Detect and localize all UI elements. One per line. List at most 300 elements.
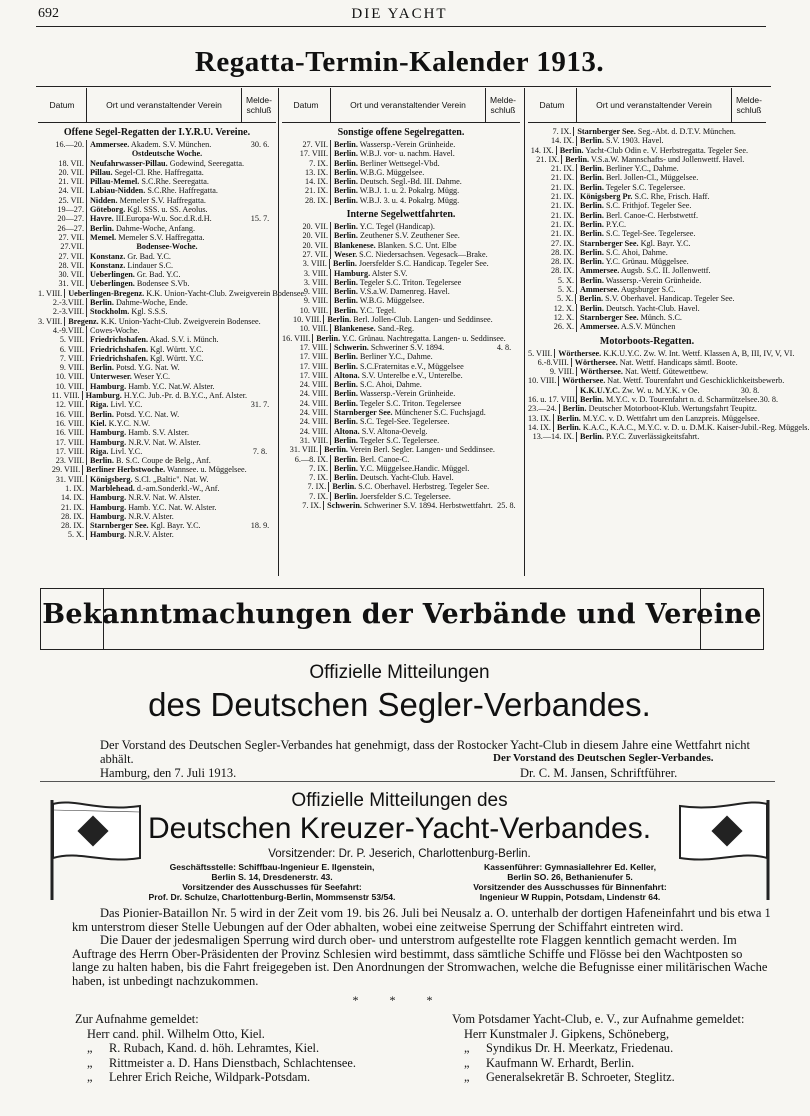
row-date: 14. IX.: [528, 423, 554, 432]
table-row: [528, 127, 766, 136]
row-event: Berlin. W.B.J. vor- u. nachm. Havel.: [334, 149, 455, 159]
table-header: [282, 88, 520, 123]
row-deadline: [734, 285, 766, 294]
row-date: 16.—20.: [38, 140, 87, 149]
row-deadline: [734, 248, 766, 257]
row-deadline: [760, 414, 766, 423]
table-row: [528, 304, 766, 313]
row-deadline: [488, 371, 520, 380]
row-deadline: 30. 6.: [250, 140, 270, 149]
row-event: Berlin. S.C. Tegel-See. Tegelersee.: [580, 229, 696, 239]
row-date: 14. IX.: [38, 493, 87, 502]
table-row: [282, 343, 520, 352]
table-row: [38, 345, 276, 354]
row-date: 28. IX.: [38, 521, 87, 530]
row-event: Berlin. P.Y.C. Zuverlässigkeitsfahrt.: [580, 432, 700, 442]
row-deadline: [244, 484, 276, 493]
row-date: 4.-9.VIII.: [38, 326, 87, 335]
table-row: [282, 455, 520, 464]
dsv-title: des Deutschen Segler-Verbandes.: [148, 686, 651, 723]
table-row: [282, 287, 520, 296]
row-date: 12. X.: [528, 304, 577, 313]
table-row: [528, 239, 766, 248]
row-event: Bregenz. K.K. Union-Yacht-Club. Zweigverein Bodensee.: [68, 316, 261, 326]
row-date: 28. IX.: [528, 257, 577, 266]
row-deadline: [734, 183, 766, 192]
row-event: Berlin. Berliner Wettsegel-Vbd.: [334, 158, 440, 168]
row-date: 9. VIII.: [282, 287, 331, 296]
row-deadline: [488, 408, 520, 417]
row-deadline: [488, 140, 520, 149]
table-row: [38, 475, 276, 484]
row-event: Berlin. Y.C. Müggelsee.Handic. Müggel.: [334, 463, 470, 473]
table-row: [528, 358, 766, 367]
row-date: 14. IX.: [282, 177, 331, 186]
table-row: [282, 352, 520, 361]
row-deadline: [244, 252, 276, 261]
row-date: 21. IX.: [528, 164, 577, 173]
table-row: [528, 183, 766, 192]
row-date: 7. VIII.: [38, 354, 87, 363]
table-row: [38, 400, 276, 409]
row-event: Neufahrwasser-Pillau. Godewind, Seeregatta.: [89, 158, 245, 168]
table-row: [528, 348, 795, 358]
table-row: [528, 201, 766, 210]
row-event: Berlin. S.C.Fraternitas e.V., Müggelsee: [334, 361, 464, 371]
row-event: Berlin. Dahme-Woche, Ende.: [90, 298, 188, 308]
row-date: 28. IX.: [528, 248, 577, 257]
header-datum: Datum: [38, 88, 87, 122]
section-divider: [40, 781, 775, 782]
table-row: [282, 408, 520, 417]
table-row: [528, 146, 766, 155]
page-number: 692: [38, 6, 59, 21]
row-event: Berlin. S.C. Ahoi, Dahme.: [334, 380, 422, 390]
table-row: [282, 492, 520, 501]
row-deadline: [488, 296, 520, 305]
row-date: 16. VIII.: [38, 428, 87, 437]
row-deadline: 25. 8.: [497, 500, 516, 510]
table-row: [282, 140, 520, 149]
table-row: [528, 376, 785, 386]
table-row: [38, 493, 276, 502]
table-row: [38, 419, 276, 428]
table-row: [528, 432, 766, 441]
row-event: Berlin. W.B.J. 1. u. 2. Pokalrg. Mügg.: [334, 186, 460, 196]
row-event: K.K.U.Y.C. Zw. W. u. M.Y.K. v Oe.: [580, 385, 700, 395]
table-row: [282, 399, 520, 408]
row-date: 5. X.: [528, 285, 577, 294]
row-deadline: 4. 8.: [496, 342, 512, 352]
row-event: Berlin. Tegeler S.C. Tegelersee.: [334, 435, 440, 445]
row-date: 6.—8. IX.: [282, 455, 331, 464]
row-deadline: [244, 233, 276, 242]
table-row: [38, 177, 276, 186]
row-event: Berlin. K.A.C., K.A.C., M.Y.C. v. D. u. D.M.K. Kaiser-Jubil.-Reg. Müggels.: [556, 422, 810, 432]
row-date: 5. VIII.: [528, 349, 555, 358]
table-row: [282, 278, 520, 287]
kv-left-info: Geschäftsstelle: Schiffbau-Ingenieur E. Ilgenstein, Berlin S. 14, Dresdenerstr. 43. Vorsitzender des Ausschusses für Seefahrt: Prof. Dr. Schulze, Charlottenburg-Berlin, Mommsenstr 53/54.: [148, 862, 396, 902]
table-row: [528, 257, 766, 266]
row-deadline: [488, 399, 520, 408]
row-event: Friedrichshafen. Akad. S.V. i. Münch.: [90, 335, 219, 345]
row-date: 16. VIII.: [282, 334, 313, 343]
row-date: 5. VIII.: [38, 335, 87, 344]
row-event: Berlin. Wassersp.-Verein Grünheide.: [580, 275, 702, 285]
row-event: Berlin. Berl. Canoe-C.: [334, 454, 410, 464]
row-event: Stockholm. Kgl. S.S.S.: [90, 307, 168, 317]
table-header: [38, 88, 276, 123]
row-event: Unterweser. Weser Y.C.: [90, 372, 171, 382]
row-event: Berlin. Potsd. Y.C. Nat. W.: [90, 409, 180, 419]
row-deadline: [488, 177, 520, 186]
row-date: 27. VII.: [38, 252, 87, 261]
table-row: [38, 214, 276, 223]
dsv-signature-org: Der Vorstand des Deutschen Segler-Verbandes.: [493, 752, 714, 764]
table-row: [38, 503, 276, 512]
row-date: 17. VIII.: [38, 447, 87, 456]
table-row: [282, 464, 520, 473]
table-row: [38, 242, 276, 251]
table-row: [528, 266, 766, 275]
row-deadline: [488, 473, 520, 482]
row-deadline: [488, 464, 520, 473]
table-row: [282, 362, 520, 371]
row-date: 17. VIII.: [282, 352, 331, 361]
row-deadline: [488, 168, 520, 177]
row-date: 24. VIII.: [282, 408, 331, 417]
table-row: [282, 306, 520, 315]
row-date: 20. VII.: [38, 168, 87, 177]
row-event: Altona. S.V. Altona-Oevelg.: [334, 426, 428, 436]
table-row: [38, 317, 276, 326]
header-rule: [36, 26, 766, 27]
row-event: Ammersee. Augsburger S.C.: [580, 285, 676, 295]
row-deadline: [734, 136, 766, 145]
row-date: 27. VII.: [282, 140, 331, 149]
table-row: [38, 159, 276, 168]
row-deadline: [734, 220, 766, 229]
table-row: [282, 269, 520, 278]
row-deadline: [488, 324, 520, 333]
row-date: 16. VIII.: [38, 419, 87, 428]
row-deadline: [734, 257, 766, 266]
row-event: Blankenese. Blanken. S.C. Unt. Elbe: [334, 240, 457, 250]
row-event: Memel. Memeler S.V. Haffregatta.: [90, 232, 205, 242]
row-date: 13.—14. IX.: [528, 432, 577, 441]
row-event: Hamburg. Hamb. Y.C. Nat.W. Alster.: [90, 381, 215, 391]
table-row: [282, 177, 520, 186]
table-row: [38, 447, 276, 456]
table-row: [528, 248, 766, 257]
row-event: Berliner Herbstwoche. Wannsee. u. Müggelsee.: [86, 465, 247, 475]
row-date: 21. IX.: [38, 503, 87, 512]
row-event: Ammersee. A.S.V. München: [580, 322, 676, 332]
row-date: 23. VIII.: [38, 456, 87, 465]
calendar-column-1: [38, 88, 307, 578]
row-deadline: [748, 146, 766, 155]
row-date: 6. VIII.: [38, 345, 87, 354]
dsv-body: Der Vorstand des Deutschen Segler-Verbandes hat genehmigt, dass der Rostocker Yacht-Club in diesem Jahre eine Wettfahrt nicht abhält.: [100, 738, 750, 766]
row-date: 26. X.: [528, 322, 577, 331]
row-date: 9. VIII.: [528, 367, 577, 376]
table-row: [38, 410, 276, 419]
row-event: Riga. Livl. Y.C.: [90, 400, 143, 410]
row-deadline: [244, 345, 276, 354]
row-deadline: [244, 159, 276, 168]
row-date: 18. VII.: [38, 159, 87, 168]
row-event: Berlin. Wassersp.-Verein Grünheide.: [334, 389, 456, 399]
row-event: Ammersee. Akadem. S.V. München.: [90, 140, 212, 149]
header-datum: Datum: [528, 88, 577, 122]
row-date: 24. VIII.: [282, 417, 331, 426]
calendar-column-3: [528, 88, 810, 578]
table-row: [282, 196, 520, 205]
table-row: [528, 386, 766, 395]
row-date: 7. IX.: [282, 482, 329, 491]
row-event: Berlin. Dahme-Woche, Anfang.: [90, 223, 196, 233]
table-row: [282, 315, 520, 324]
row-deadline: [734, 322, 766, 331]
table-row: [528, 173, 766, 182]
row-date: 20—27.: [38, 214, 87, 223]
row-event: Berlin. S.C. Ahoi, Dahme.: [580, 247, 668, 257]
row-event: Berlin. Deutsch. Yacht-Club. Havel.: [334, 473, 454, 483]
row-date: 23.—24.: [528, 404, 560, 413]
row-event: Friedrichshafen. Kgl. Württ. Y.C.: [90, 353, 204, 363]
row-event: Starnberger See. Kgl. Bayr. Y.C.: [580, 238, 691, 248]
table-row: [38, 298, 276, 307]
table-row: [282, 417, 520, 426]
row-deadline: [244, 382, 276, 391]
column-divider: [278, 88, 279, 576]
row-date: 28. VII.: [38, 261, 87, 270]
row-date: 10. VIII.: [38, 372, 87, 381]
row-deadline: 30. 8.: [740, 385, 760, 395]
row-deadline: [744, 155, 766, 164]
table-row: [528, 322, 766, 331]
row-deadline: [488, 159, 520, 168]
row-event: Altona. S.V. Unterelbe e.V., Unterelbe.: [334, 370, 463, 380]
row-event: Hamburg. N.R.V. Alster.: [90, 530, 174, 540]
table-row: [282, 324, 520, 333]
row-event: Berlin. Berl. Jollen-Cl., Müggelsee.: [580, 173, 699, 183]
row-date: 24. VIII.: [282, 399, 331, 408]
row-date: 17. VIII.: [282, 149, 331, 158]
row-event: Wörthersee. Nat. Wettf. Tourenfahrt und Geschicklichkeitsbewerb.: [562, 376, 785, 386]
row-event: Königsberg. S.Cl. „Baltic". Nat. W.: [90, 474, 209, 484]
row-deadline: [244, 428, 276, 437]
row-event: Berlin. Deutscher Motorboot-Klub. Wertungsfahrt Teupitz.: [562, 404, 757, 414]
table-row: [282, 168, 520, 177]
row-date: 21. IX.: [528, 192, 577, 201]
row-date: 17. VIII.: [282, 362, 331, 371]
row-date: 7. IX.: [282, 464, 331, 473]
row-deadline: [736, 127, 766, 136]
row-deadline: [244, 354, 276, 363]
table-row: [282, 445, 520, 454]
row-deadline: [734, 367, 766, 376]
row-deadline: [488, 278, 520, 287]
row-event: Ueberlingen. Gr. Bad. Y.C.: [90, 270, 181, 280]
row-date: 7. IX.: [528, 127, 574, 136]
header-datum: Datum: [282, 88, 331, 122]
row-date: 12. X.: [528, 313, 577, 322]
row-event: Marblehead. d.-am.Sonderkl.-W., Anf.: [90, 483, 220, 493]
row-date: 7. IX.: [282, 501, 324, 510]
row-date: 21. VII.: [38, 177, 87, 186]
row-event: Berlin. S.V. Oberhavel. Handicap. Tegeler See.: [579, 294, 735, 304]
row-deadline: [488, 250, 520, 259]
row-deadline: [244, 177, 276, 186]
row-date: 21. IX.: [528, 229, 577, 238]
table-header: [528, 88, 766, 123]
row-date: 9. VIII.: [38, 363, 87, 372]
row-event: Berlin. Joersfelder S.C. Handicap. Tegeler See.: [332, 259, 489, 269]
row-event: Berlin. S.V. 1903. Havel.: [580, 136, 664, 146]
row-deadline: 30. 8.: [759, 395, 779, 405]
row-event: Starnberger See. Münch. S.C.: [580, 312, 682, 322]
row-deadline: [244, 530, 276, 539]
row-event: Göteborg. Kgl. SSS. u. SS. Aeolus.: [90, 205, 208, 215]
row-deadline: 7. 8.: [252, 446, 268, 456]
row-deadline: [734, 276, 766, 285]
row-event: Berlin. Zeuthener S.V. Zeuthener See.: [334, 231, 460, 241]
table-row: [38, 288, 307, 298]
table-row: [282, 371, 520, 380]
row-deadline: [488, 492, 520, 501]
dsv-signature-name: Dr. C. M. Jansen, Schriftführer.: [520, 766, 678, 780]
row-deadline: [495, 445, 520, 454]
kv-flag-left-icon: [44, 796, 144, 901]
table-row: [528, 414, 766, 423]
kv-title: Deutschen Kreuzer-Yacht-Verbandes.: [147, 812, 652, 845]
row-date: 26—27.: [38, 224, 87, 233]
row-date: 9. VIII.: [282, 296, 331, 305]
row-deadline: [734, 432, 766, 441]
table-row: [282, 186, 520, 195]
row-event: Labiau-Nidden. S.C.Rhe. Haffregatta.: [90, 186, 218, 196]
calendar-title: Regatta-Termin-Kalender 1913.: [194, 46, 605, 78]
table-row: [282, 389, 520, 398]
row-deadline: [506, 334, 520, 343]
row-event: Ueberlingen. Bodensee S.Vb.: [90, 279, 190, 289]
row-deadline: [735, 294, 766, 303]
row-date: 10. VIII.: [282, 315, 324, 324]
table-row: [528, 404, 766, 413]
row-deadline: [244, 270, 276, 279]
row-deadline: [244, 493, 276, 502]
row-event: Berlin. V.S.a.W. Mannschafts- und Jollenwettf. Havel.: [565, 154, 745, 164]
row-event: Friedrichshafen. Kgl. Württ. Y.C.: [90, 344, 204, 354]
row-deadline: [247, 465, 276, 474]
table-row: [528, 294, 766, 303]
table-row: [528, 276, 766, 285]
row-event: Hamburg. H.Y.C. Jub.-Pr. d. B.Y.C., Anf. Alster.: [85, 391, 248, 401]
dsv-subtitle: Offizielle Mitteilungen: [309, 662, 490, 683]
row-event: Berlin. Yacht-Club Odin e. V. Herbstregatta. Tegeler See.: [559, 145, 749, 155]
row-date: 3. VIII.: [282, 278, 331, 287]
row-deadline: [244, 438, 276, 447]
row-date: 1. VIII.: [38, 289, 65, 298]
row-event: Ostdeutsche Woche.: [131, 149, 203, 159]
row-date: 31. VIII.: [282, 436, 331, 445]
row-date: 19—27.: [38, 205, 87, 214]
table-row: [38, 465, 276, 474]
row-date: 21. IX.: [528, 183, 577, 192]
row-date: 3. VIII.: [282, 259, 330, 268]
membership-list-right: Vom Potsdamer Yacht-Club, e. V., zur Aufnahme gemeldet: Herr Kunstmaler J. Gipkens, Schöneberg, „ Syndikus Dr. H. Meerkatz, Friedenau. „ Kaufmann W. Erhardt, Berlin. „ Generalsekretär B. Schroeter, Steglitz.: [452, 1012, 745, 1085]
table-row: [528, 229, 766, 238]
table-row: [282, 159, 520, 168]
row-date: 16. VIII.: [38, 410, 87, 419]
row-date: 21. IX.: [528, 201, 577, 210]
row-deadline: [734, 192, 766, 201]
row-deadline: [244, 261, 276, 270]
table-row: [282, 149, 520, 158]
row-event: Pillau. Segel-Cl. Rhe. Haffregatta.: [90, 167, 204, 177]
row-deadline: [734, 201, 766, 210]
row-date: 27. VII.: [282, 250, 331, 259]
row-event: Hamburg. Alster S.V.: [334, 268, 408, 278]
row-event: Starnberger See. Kgl. Bayr. Y.C.: [90, 521, 201, 531]
header-ort: Ort und veranstaltender Verein: [87, 88, 242, 122]
row-event: Berlin. Tegeler S.C. Tegelersee.: [580, 182, 686, 192]
row-deadline: [244, 512, 276, 521]
table-row: [38, 233, 276, 242]
row-deadline: [244, 205, 276, 214]
row-date: 21. IX.: [528, 220, 577, 229]
row-deadline: [488, 269, 520, 278]
kv-notice-body: Das Pionier-Bataillon Nr. 5 wird in der Zeit vom 19. bis 26. Juli bei Neusalz a. O. unterhalb der dortigen Hafeneinfahrt und bis etwa 1 km unterstrom dieser Stelle Uebungen auf der Oder abhalten, wobei eine zeitweise Sperrung der Schiffahrt eintreten wird. Die Dauer der jedesmaligen Sperrung wird durch ober- und unterstrom aufgestellte rote Flaggen kenntlich gemacht werden. Im Auftrage des Herrn Ober-Präsidenten der Provinz Schlesien wird bestimmt, dass sämtliche Schiffe und Flösse bei den Wachtposten so lange zu halten haben, bis die Fahrt freigegeben ist. Den Anordnungen der Stromwachen, welche die Befugnisse einer militärischen Wache haben, ist unbedingt nachzukommen.: [72, 906, 771, 988]
row-deadline: [244, 279, 276, 288]
row-deadline: [488, 149, 520, 158]
row-date: 6.-8.VIII.: [528, 358, 572, 367]
row-deadline: [734, 173, 766, 182]
section-title: Interne Segelwettfahrten.: [346, 209, 456, 221]
row-event: Kiel. K.Y.C. N.W.: [90, 418, 151, 428]
row-date: 14. IX.: [528, 146, 557, 155]
header-meldeschluss: Melde-schluß: [490, 95, 516, 115]
row-event: Schwerin. Schweriner S.V. 1894. Herbstwettfahrt.: [327, 500, 493, 510]
row-event: Weser. S.C. Niedersachsen. Vegesack—Brake.: [334, 249, 488, 259]
table-row: [38, 279, 276, 288]
table-row: [38, 530, 276, 539]
section-title: Sonstige offene Segelregatten.: [337, 127, 465, 138]
row-event: Berlin. S.C. Frithjof. Tegeler See.: [580, 201, 692, 211]
row-deadline: [244, 419, 276, 428]
row-deadline: [734, 229, 766, 238]
table-row: [282, 231, 520, 240]
row-date: 7. IX.: [282, 492, 331, 501]
table-row: [38, 484, 276, 493]
row-event: Schwerin. Schweriner S.V. 1894.: [334, 342, 445, 352]
row-deadline: [244, 363, 276, 372]
row-event: Berlin. P.Y.C.: [580, 219, 627, 229]
row-deadline: [488, 241, 520, 250]
row-event: Berlin. W.B.J. 3. u. 4. Pokalrg. Mügg.: [334, 195, 460, 205]
row-deadline: [488, 436, 520, 445]
row-date: 28. IX.: [528, 266, 577, 275]
row-event: Königsberg Pr. S.C. Rhe, Frisch. Haff.: [580, 192, 710, 202]
row-date: 10. VIII.: [528, 376, 559, 385]
row-date: 17. VIII.: [38, 438, 87, 447]
table-row: [38, 438, 276, 447]
row-event: Berlin. Y.C. Grünau. Nachtregatta. Langen- u. Seddinsee.: [316, 333, 506, 343]
row-date: 21. IX.: [528, 173, 577, 182]
row-event: Berlin. M.Y.C. v. D. Wettfahrt um den Lanzpreis. Müggelsee.: [556, 413, 760, 423]
table-row: [282, 501, 520, 510]
